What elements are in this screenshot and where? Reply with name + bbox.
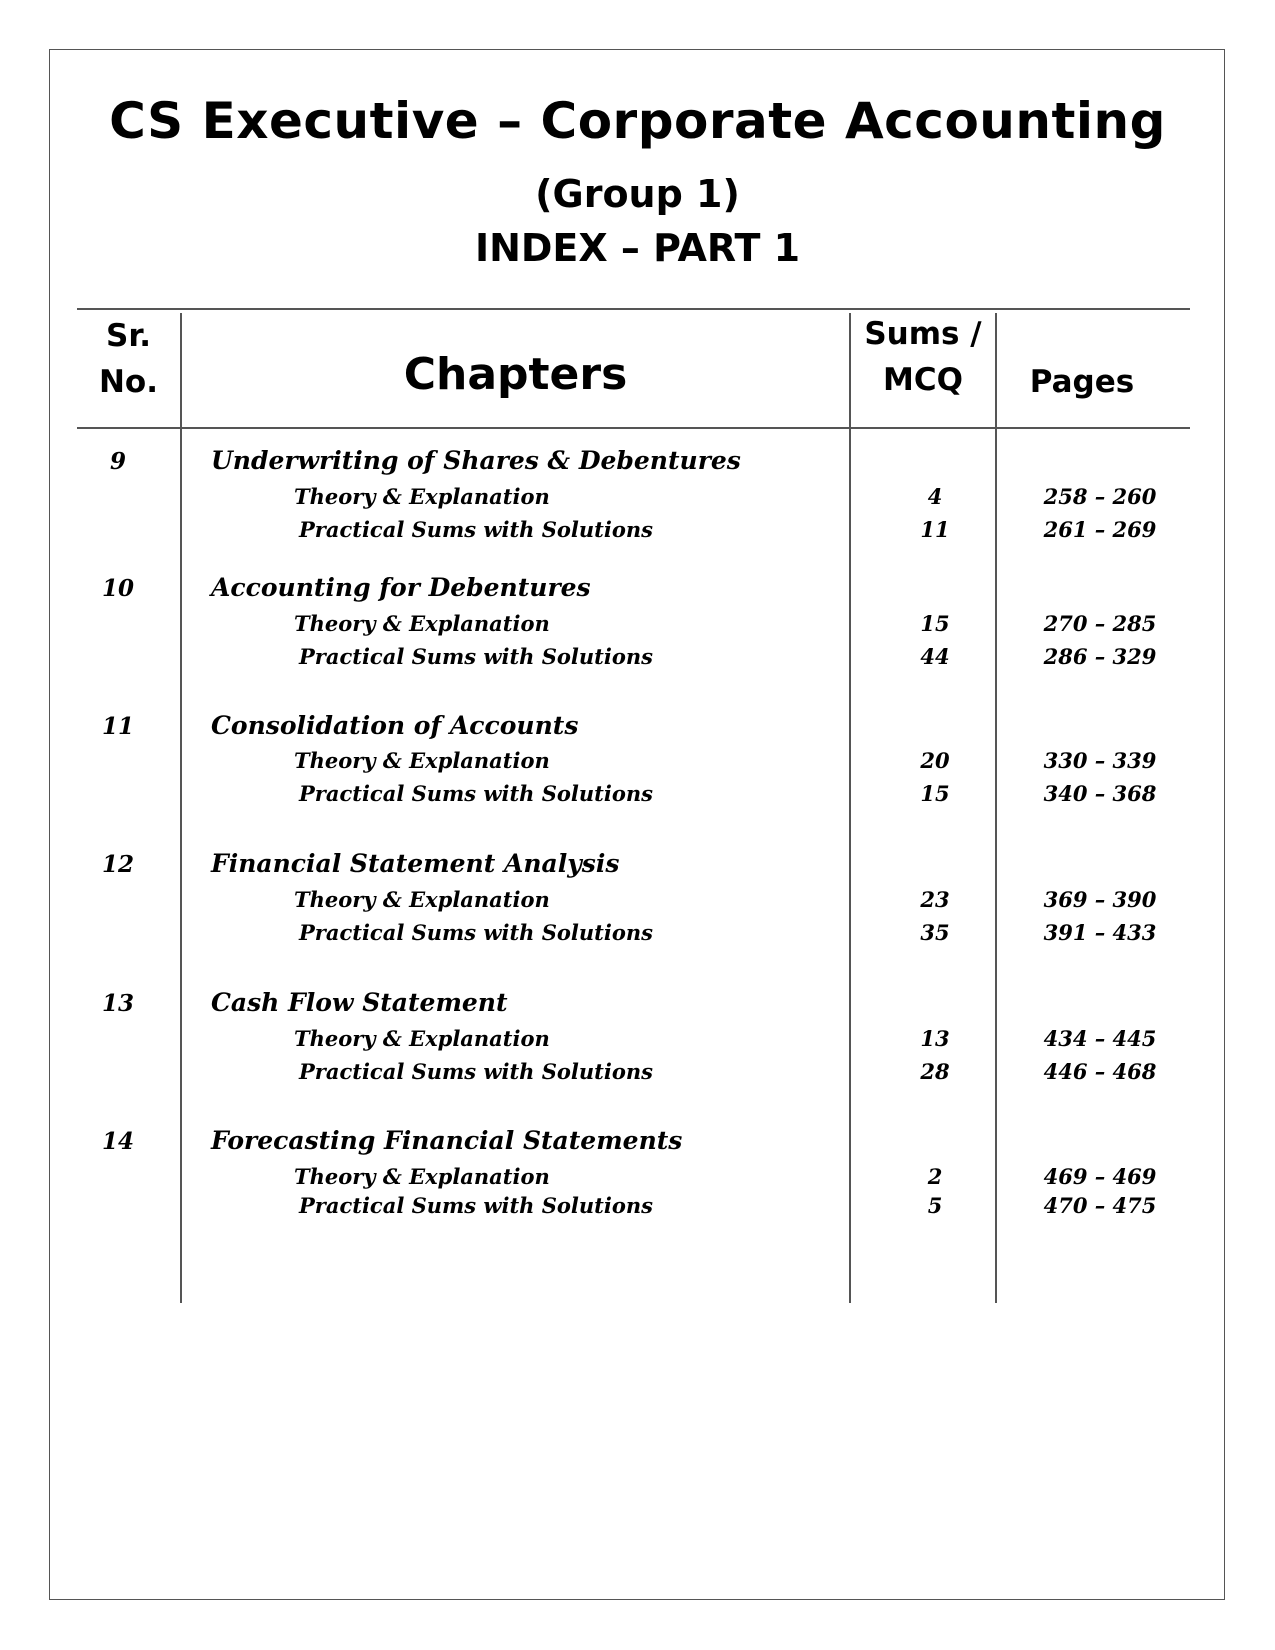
group-subtitle: (Group 1)	[535, 172, 740, 216]
column-divider-sr	[180, 313, 182, 1303]
sub-item-label: Theory & Explanation	[294, 1026, 550, 1051]
row-sr-no: 10	[101, 575, 134, 602]
sub-item-count: 23	[920, 887, 950, 912]
header-sr-no	[77, 318, 180, 400]
chapter-title: Cash Flow Statement	[211, 988, 508, 1017]
sub-item-label: Theory & Explanation	[294, 484, 550, 509]
sub-item-count: 13	[920, 1026, 950, 1051]
sub-item-pages: 270 – 285	[1043, 611, 1157, 636]
sub-item-label: Practical Sums with Solutions	[299, 517, 653, 542]
sub-item-pages: 286 – 329	[1043, 644, 1157, 669]
sub-item-label: Practical Sums with Solutions	[299, 781, 653, 806]
sub-item-count: 20	[920, 748, 950, 773]
sub-item-label: Theory & Explanation	[294, 748, 550, 773]
sub-item-pages: 391 – 433	[1043, 920, 1157, 945]
sub-item-count: 28	[920, 1059, 950, 1084]
index-heading: INDEX – PART 1	[474, 226, 801, 270]
sub-item-count: 11	[920, 517, 950, 542]
sub-item-pages: 340 – 368	[1043, 781, 1157, 806]
sub-item-label: Theory & Explanation	[294, 1164, 550, 1189]
sub-item-label: Practical Sums with Solutions	[299, 644, 653, 669]
column-divider-sums	[995, 313, 997, 1303]
sub-item-count: 15	[920, 781, 950, 806]
page-border	[49, 49, 1225, 1600]
sub-item-count: 44	[920, 644, 950, 669]
sub-item-label: Theory & Explanation	[294, 611, 550, 636]
sub-item-pages: 258 – 260	[1043, 484, 1157, 509]
sub-item-count: 15	[920, 611, 950, 636]
header-sums-line2: MCQ	[883, 362, 963, 398]
sub-item-pages: 446 – 468	[1043, 1059, 1157, 1084]
sub-item-label: Practical Sums with Solutions	[299, 1059, 653, 1084]
chapter-title: Forecasting Financial Statements	[211, 1126, 683, 1155]
sub-item-label: Practical Sums with Solutions	[299, 1193, 653, 1218]
sub-item-pages: 469 – 469	[1043, 1164, 1157, 1189]
sub-item-pages: 434 – 445	[1043, 1026, 1157, 1051]
chapter-title: Financial Statement Analysis	[211, 849, 620, 878]
table-header-rule	[77, 427, 1190, 429]
row-sr-no: 14	[101, 1128, 134, 1155]
sub-item-count: 35	[920, 920, 950, 945]
header-pages: Pages	[1029, 364, 1135, 400]
header-sr-line1: Sr.	[106, 318, 151, 354]
row-sr-no: 13	[101, 990, 134, 1017]
sub-item-pages: 330 – 339	[1043, 748, 1157, 773]
chapter-title: Consolidation of Accounts	[211, 711, 579, 740]
sub-item-pages: 369 – 390	[1043, 887, 1157, 912]
sub-item-count: 4	[927, 484, 943, 509]
column-divider-chapters	[849, 313, 851, 1303]
chapter-title: Underwriting of Shares & Debentures	[211, 446, 741, 475]
header-sums-line1: Sums /	[864, 316, 982, 352]
row-sr-no: 9	[109, 448, 126, 475]
sub-item-pages: 470 – 475	[1043, 1193, 1157, 1218]
sub-item-label: Theory & Explanation	[294, 887, 550, 912]
row-sr-no: 11	[101, 713, 134, 740]
header-sr-line2: No.	[98, 364, 159, 400]
table-top-rule	[77, 308, 1190, 310]
sub-item-pages: 261 – 269	[1043, 517, 1157, 542]
row-sr-no: 12	[101, 851, 134, 878]
header-sums-mcq	[851, 316, 995, 398]
chapter-title: Accounting for Debentures	[211, 573, 591, 602]
header-chapters: Chapters	[403, 349, 628, 400]
sub-item-count: 2	[927, 1164, 943, 1189]
document-title: CS Executive – Corporate Accounting	[109, 92, 1166, 150]
sub-item-count: 5	[927, 1193, 943, 1218]
sub-item-label: Practical Sums with Solutions	[299, 920, 653, 945]
